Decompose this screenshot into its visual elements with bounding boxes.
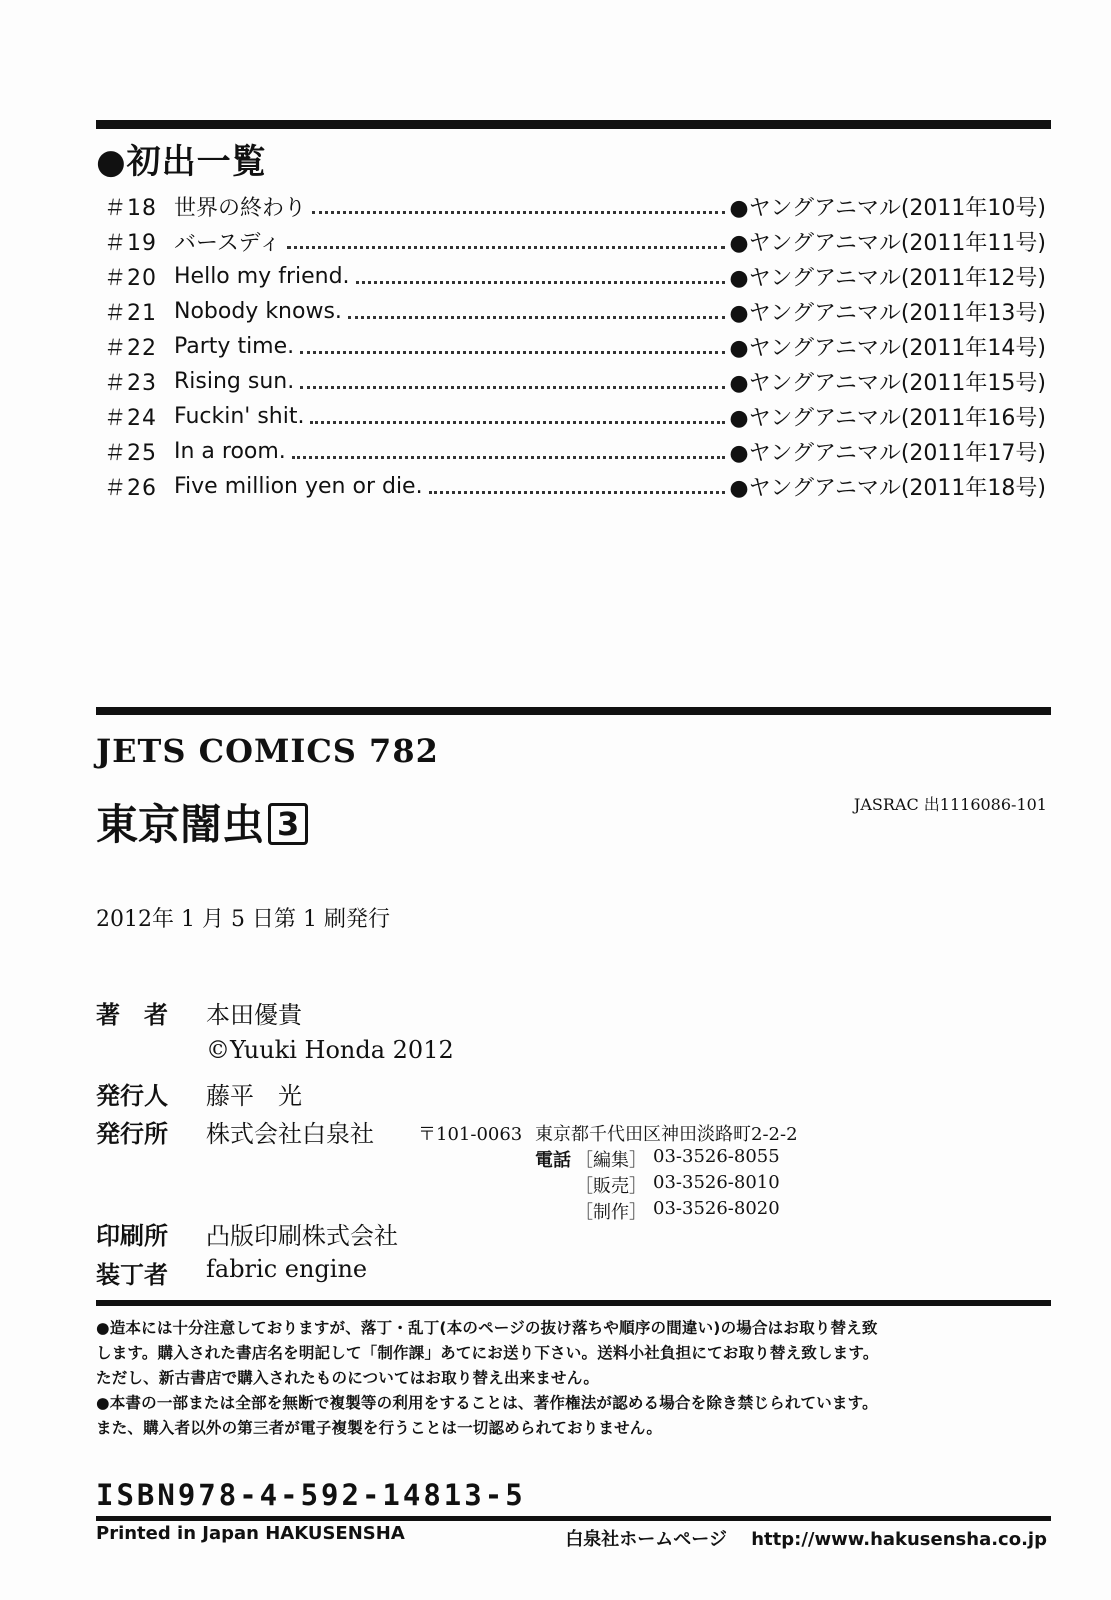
publisher-person: 藤平 光: [206, 1082, 302, 1110]
top-rule: [96, 120, 1051, 129]
author-label: 著 者: [96, 1000, 168, 1029]
toc-title: Fuckin' shit.: [174, 403, 305, 429]
leader-dots: [356, 269, 726, 284]
publisher-person-label: 発行人: [96, 1081, 168, 1110]
toc-number: ＃25: [104, 440, 157, 466]
phone-dept: ［販売］: [575, 1176, 647, 1197]
notice-line: ●本書の一部または全部を無断で複製等の利用をすることは、著作権法が認める場合を除き禁じられています。: [96, 1394, 878, 1412]
printer-label: 印刷所: [96, 1221, 168, 1250]
publisher-label: 発行所: [96, 1119, 168, 1148]
leader-dots: [348, 304, 725, 319]
notice-line: ただし、新古書店で購入されたものについてはお取り替え出来ません。: [96, 1369, 600, 1387]
toc-row: [104, 365, 1046, 397]
address: 東京都千代田区神田淡路町2-2-2: [535, 1124, 798, 1145]
toc-title: Hello my friend.: [174, 263, 350, 289]
leader-dots: [429, 479, 726, 494]
toc-number: ＃22: [104, 335, 157, 361]
phone-number: 03-3526-8020: [653, 1198, 780, 1219]
notice-rule: [96, 1300, 1051, 1306]
toc-number: ＃19: [104, 230, 157, 256]
leader-dots: [312, 199, 725, 214]
toc-title: Five million yen or die.: [174, 473, 423, 499]
toc-magazine: ●ヤングアニマル(2011年15号): [729, 370, 1046, 396]
leader-dots: [310, 409, 725, 424]
leader-dots: [287, 234, 726, 249]
author-name: 本田優貴: [206, 1001, 302, 1029]
toc-number: ＃24: [104, 405, 157, 431]
printer-name: 凸版印刷株式会社: [206, 1222, 398, 1250]
toc-number: ＃21: [104, 300, 157, 326]
toc-title: バースディ: [174, 230, 281, 256]
phone-label: 電話: [535, 1150, 571, 1171]
notice-line: します。購入された書店名を明記して「制作課」あてにお送り下さい。送料小社負担にてお取り替え致します。: [96, 1344, 879, 1362]
homepage-url[interactable]: http://www.hakusensha.co.jp: [751, 1529, 1047, 1550]
toc-magazine: ●ヤングアニマル(2011年16号): [729, 405, 1046, 431]
volume-number: 3: [268, 803, 308, 845]
toc-row: [104, 330, 1046, 362]
toc-magazine: ●ヤングアニマル(2011年11号): [729, 230, 1046, 256]
designer-name: fabric engine: [206, 1255, 368, 1283]
toc-row: [104, 295, 1046, 327]
postal-code: 〒101-0063: [418, 1124, 523, 1145]
toc-title: Rising sun.: [174, 368, 295, 394]
homepage-label: 白泉社ホームページ: [565, 1529, 727, 1550]
jasrac-code: JASRAC 出1116086-101: [853, 795, 1047, 814]
toc-row: [104, 470, 1046, 502]
toc-magazine: ●ヤングアニマル(2011年10号): [729, 195, 1046, 221]
toc-title: Party time.: [174, 333, 295, 359]
isbn: ISBN978-4-592-14813-5: [96, 1478, 526, 1512]
notice-line: ●造本には十分注意しておりますが、落丁・乱丁(本のページの抜け落ちや順序の間違い)の場合はお取り替え致: [96, 1319, 878, 1337]
printed-in: Printed in Japan HAKUSENSHA: [96, 1523, 405, 1544]
toc-magazine: ●ヤングアニマル(2011年14号): [729, 335, 1046, 361]
toc-magazine: ●ヤングアニマル(2011年18号): [729, 475, 1046, 501]
toc-title: In a room.: [174, 438, 286, 464]
toc-row: [104, 435, 1046, 467]
toc-row: [104, 400, 1046, 432]
bottom-rule: [96, 1516, 1051, 1521]
toc-row: [104, 190, 1046, 222]
toc-magazine: ●ヤングアニマル(2011年17号): [729, 440, 1046, 466]
toc-number: ＃18: [104, 195, 157, 221]
toc-magazine: ●ヤングアニマル(2011年13号): [729, 300, 1046, 326]
phone-number: 03-3526-8055: [653, 1146, 780, 1167]
toc-heading: ●初出一覧: [96, 142, 267, 182]
book-title: 東京闇虫: [96, 800, 265, 849]
homepage: [565, 1525, 1047, 1551]
notice-line: また、購入者以外の第三者が電子複製を行うことは一切認められておりません。: [96, 1419, 663, 1437]
phone-number: 03-3526-8010: [653, 1172, 780, 1193]
toc-number: ＃26: [104, 475, 157, 501]
colophon-rule: [96, 707, 1051, 715]
leader-dots: [292, 444, 726, 459]
phone-dept: ［編集］: [575, 1150, 647, 1171]
toc-row: [104, 225, 1046, 257]
publisher-name: 株式会社白泉社: [206, 1120, 374, 1148]
toc-row: [104, 260, 1046, 292]
leader-dots: [300, 339, 725, 354]
toc-title: Nobody knows.: [174, 298, 342, 324]
designer-label: 装丁者: [96, 1260, 168, 1289]
series-label: JETS COMICS 782: [96, 732, 439, 770]
toc-title: 世界の終わり: [174, 195, 307, 221]
print-date: 2012年 1 月 5 日第 1 刷発行: [96, 907, 390, 932]
toc-number: ＃20: [104, 265, 157, 291]
toc-number: ＃23: [104, 370, 157, 396]
leader-dots: [300, 374, 725, 389]
copyright: ©Yuuki Honda 2012: [206, 1036, 454, 1064]
book-title-block: [96, 792, 308, 852]
phone-dept: ［制作］: [575, 1202, 647, 1223]
toc-magazine: ●ヤングアニマル(2011年12号): [729, 265, 1046, 291]
